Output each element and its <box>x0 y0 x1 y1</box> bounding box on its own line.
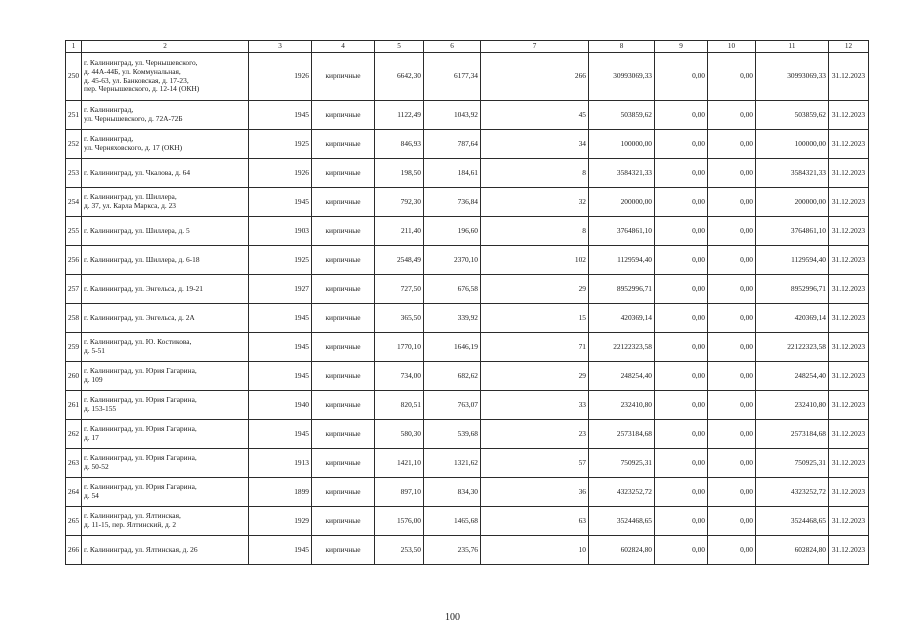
column-9-cell: 0,00 <box>655 449 708 478</box>
residents-cell: 8 <box>481 159 589 188</box>
cost-cell: 30993069,33 <box>589 53 655 101</box>
living-area-cell: 2370,10 <box>424 246 481 275</box>
column-10-cell: 0,00 <box>708 362 756 391</box>
column-9-cell: 0,00 <box>655 507 708 536</box>
column-11-cell: 3524468,65 <box>756 507 829 536</box>
table-row <box>66 188 869 217</box>
living-area-cell: 184,61 <box>424 159 481 188</box>
row-number: 250 <box>66 53 82 101</box>
address-cell: г. Калининград, ул. Шиллера, д. 6-18 <box>82 246 249 275</box>
table-body <box>66 53 869 565</box>
living-area-cell: 736,84 <box>424 188 481 217</box>
column-10-cell: 0,00 <box>708 159 756 188</box>
table-header <box>66 41 869 53</box>
wall-material-cell: кирпичные <box>312 246 375 275</box>
wall-material-cell: кирпичные <box>312 478 375 507</box>
total-area-cell: 1122,49 <box>375 101 424 130</box>
column-10-cell: 0,00 <box>708 478 756 507</box>
column-10-cell: 0,00 <box>708 391 756 420</box>
living-area-cell: 787,64 <box>424 130 481 159</box>
total-area-cell: 211,40 <box>375 217 424 246</box>
residents-cell: 32 <box>481 188 589 217</box>
column-10-cell: 0,00 <box>708 53 756 101</box>
total-area-cell: 580,30 <box>375 420 424 449</box>
column-9-cell: 0,00 <box>655 362 708 391</box>
address-cell: г. Калининград, ул. Шиллера, д. 37, ул. Карла Маркса, д. 23 <box>82 188 249 217</box>
residents-cell: 36 <box>481 478 589 507</box>
table-row <box>66 53 869 101</box>
table-row <box>66 420 869 449</box>
address-cell: г. Калининград, ул. Юрия Гагарина, д. 109 <box>82 362 249 391</box>
total-area-cell: 198,50 <box>375 159 424 188</box>
row-number: 264 <box>66 478 82 507</box>
column-header-2: 2 <box>82 41 249 53</box>
cost-cell: 503859,62 <box>589 101 655 130</box>
table-row <box>66 130 869 159</box>
row-number: 261 <box>66 391 82 420</box>
total-area-cell: 365,50 <box>375 304 424 333</box>
residents-cell: 102 <box>481 246 589 275</box>
column-header-8: 8 <box>589 41 655 53</box>
total-area-cell: 846,93 <box>375 130 424 159</box>
year-built-cell: 1913 <box>249 449 312 478</box>
total-area-cell: 792,30 <box>375 188 424 217</box>
column-10-cell: 0,00 <box>708 101 756 130</box>
date-cell: 31.12.2023 <box>829 188 869 217</box>
column-11-cell: 248254,40 <box>756 362 829 391</box>
column-9-cell: 0,00 <box>655 188 708 217</box>
column-10-cell: 0,00 <box>708 333 756 362</box>
column-11-cell: 3764861,10 <box>756 217 829 246</box>
year-built-cell: 1945 <box>249 420 312 449</box>
year-built-cell: 1903 <box>249 217 312 246</box>
year-built-cell: 1927 <box>249 275 312 304</box>
residents-cell: 266 <box>481 53 589 101</box>
wall-material-cell: кирпичные <box>312 130 375 159</box>
year-built-cell: 1940 <box>249 391 312 420</box>
column-10-cell: 0,00 <box>708 188 756 217</box>
cost-cell: 750925,31 <box>589 449 655 478</box>
column-10-cell: 0,00 <box>708 420 756 449</box>
address-cell: г. Калининград, ул. Чернышевского, д. 44А-44Б, ул. Коммунальная, д. 45-63, ул. Банковская, д. 17-23, пер. Чернышевского, д. 12-14 (ОКН) <box>82 53 249 101</box>
total-area-cell: 253,50 <box>375 536 424 565</box>
cost-cell: 200000,00 <box>589 188 655 217</box>
column-header-11: 11 <box>756 41 829 53</box>
year-built-cell: 1945 <box>249 536 312 565</box>
column-header-9: 9 <box>655 41 708 53</box>
column-header-5: 5 <box>375 41 424 53</box>
address-cell: г. Калининград, ул. Черняховского, д. 17 (ОКН) <box>82 130 249 159</box>
column-11-cell: 1129594,40 <box>756 246 829 275</box>
column-10-cell: 0,00 <box>708 275 756 304</box>
residents-cell: 15 <box>481 304 589 333</box>
residents-cell: 8 <box>481 217 589 246</box>
row-number: 251 <box>66 101 82 130</box>
residents-cell: 71 <box>481 333 589 362</box>
residents-cell: 45 <box>481 101 589 130</box>
total-area-cell: 6642,30 <box>375 53 424 101</box>
cost-cell: 2573184,68 <box>589 420 655 449</box>
column-10-cell: 0,00 <box>708 130 756 159</box>
table-row <box>66 101 869 130</box>
address-cell: г. Калининград, ул. Юрия Гагарина, д. 17 <box>82 420 249 449</box>
wall-material-cell: кирпичные <box>312 536 375 565</box>
total-area-cell: 2548,49 <box>375 246 424 275</box>
living-area-cell: 834,30 <box>424 478 481 507</box>
living-area-cell: 6177,34 <box>424 53 481 101</box>
table-row <box>66 333 869 362</box>
address-cell: г. Калининград, ул. Шиллера, д. 5 <box>82 217 249 246</box>
living-area-cell: 1043,92 <box>424 101 481 130</box>
column-11-cell: 30993069,33 <box>756 53 829 101</box>
column-9-cell: 0,00 <box>655 391 708 420</box>
column-9-cell: 0,00 <box>655 333 708 362</box>
column-11-cell: 8952996,71 <box>756 275 829 304</box>
wall-material-cell: кирпичные <box>312 362 375 391</box>
date-cell: 31.12.2023 <box>829 275 869 304</box>
living-area-cell: 1321,62 <box>424 449 481 478</box>
housing-register-table <box>65 40 869 565</box>
table-row <box>66 362 869 391</box>
cost-cell: 1129594,40 <box>589 246 655 275</box>
cost-cell: 602824,80 <box>589 536 655 565</box>
address-cell: г. Калининград, ул. Ю. Костикова, д. 5-51 <box>82 333 249 362</box>
row-number: 255 <box>66 217 82 246</box>
year-built-cell: 1945 <box>249 101 312 130</box>
total-area-cell: 820,51 <box>375 391 424 420</box>
column-11-cell: 4323252,72 <box>756 478 829 507</box>
column-10-cell: 0,00 <box>708 536 756 565</box>
table-row <box>66 217 869 246</box>
column-header-12: 12 <box>829 41 869 53</box>
column-10-cell: 0,00 <box>708 507 756 536</box>
column-11-cell: 100000,00 <box>756 130 829 159</box>
date-cell: 31.12.2023 <box>829 159 869 188</box>
table-row <box>66 391 869 420</box>
year-built-cell: 1945 <box>249 362 312 391</box>
table-row <box>66 304 869 333</box>
date-cell: 31.12.2023 <box>829 333 869 362</box>
living-area-cell: 1465,68 <box>424 507 481 536</box>
living-area-cell: 682,62 <box>424 362 481 391</box>
row-number: 266 <box>66 536 82 565</box>
wall-material-cell: кирпичные <box>312 159 375 188</box>
row-number: 252 <box>66 130 82 159</box>
column-11-cell: 602824,80 <box>756 536 829 565</box>
row-number: 254 <box>66 188 82 217</box>
year-built-cell: 1899 <box>249 478 312 507</box>
total-area-cell: 734,00 <box>375 362 424 391</box>
date-cell: 31.12.2023 <box>829 246 869 275</box>
header-row <box>66 41 869 53</box>
cost-cell: 8952996,71 <box>589 275 655 304</box>
date-cell: 31.12.2023 <box>829 101 869 130</box>
address-cell: г. Калининград, ул. Юрия Гагарина, д. 54 <box>82 478 249 507</box>
column-header-6: 6 <box>424 41 481 53</box>
residents-cell: 29 <box>481 362 589 391</box>
date-cell: 31.12.2023 <box>829 130 869 159</box>
wall-material-cell: кирпичные <box>312 217 375 246</box>
row-number: 265 <box>66 507 82 536</box>
column-9-cell: 0,00 <box>655 304 708 333</box>
date-cell: 31.12.2023 <box>829 449 869 478</box>
wall-material-cell: кирпичные <box>312 449 375 478</box>
year-built-cell: 1926 <box>249 53 312 101</box>
address-cell: г. Калининград, ул. Юрия Гагарина, д. 153-155 <box>82 391 249 420</box>
column-9-cell: 0,00 <box>655 420 708 449</box>
date-cell: 31.12.2023 <box>829 478 869 507</box>
date-cell: 31.12.2023 <box>829 304 869 333</box>
residents-cell: 57 <box>481 449 589 478</box>
cost-cell: 3584321,33 <box>589 159 655 188</box>
table-row <box>66 275 869 304</box>
living-area-cell: 539,68 <box>424 420 481 449</box>
residents-cell: 10 <box>481 536 589 565</box>
wall-material-cell: кирпичные <box>312 275 375 304</box>
cost-cell: 248254,40 <box>589 362 655 391</box>
table-row <box>66 449 869 478</box>
column-header-3: 3 <box>249 41 312 53</box>
wall-material-cell: кирпичные <box>312 101 375 130</box>
date-cell: 31.12.2023 <box>829 536 869 565</box>
total-area-cell: 727,50 <box>375 275 424 304</box>
column-header-10: 10 <box>708 41 756 53</box>
column-11-cell: 503859,62 <box>756 101 829 130</box>
column-header-7: 7 <box>481 41 589 53</box>
wall-material-cell: кирпичные <box>312 188 375 217</box>
table-row <box>66 159 869 188</box>
column-10-cell: 0,00 <box>708 246 756 275</box>
row-number: 262 <box>66 420 82 449</box>
address-cell: г. Калининград, ул. Чкалова, д. 64 <box>82 159 249 188</box>
total-area-cell: 1576,00 <box>375 507 424 536</box>
living-area-cell: 196,60 <box>424 217 481 246</box>
table-row <box>66 536 869 565</box>
column-11-cell: 200000,00 <box>756 188 829 217</box>
column-9-cell: 0,00 <box>655 536 708 565</box>
address-cell: г. Калининград, ул. Чернышевского, д. 72А-72Б <box>82 101 249 130</box>
wall-material-cell: кирпичные <box>312 420 375 449</box>
row-number: 263 <box>66 449 82 478</box>
row-number: 253 <box>66 159 82 188</box>
date-cell: 31.12.2023 <box>829 420 869 449</box>
total-area-cell: 897,10 <box>375 478 424 507</box>
wall-material-cell: кирпичные <box>312 333 375 362</box>
row-number: 259 <box>66 333 82 362</box>
address-cell: г. Калининград, ул. Энгельса, д. 19-21 <box>82 275 249 304</box>
year-built-cell: 1929 <box>249 507 312 536</box>
date-cell: 31.12.2023 <box>829 391 869 420</box>
residents-cell: 29 <box>481 275 589 304</box>
column-header-1: 1 <box>66 41 82 53</box>
year-built-cell: 1945 <box>249 333 312 362</box>
total-area-cell: 1770,10 <box>375 333 424 362</box>
cost-cell: 3764861,10 <box>589 217 655 246</box>
year-built-cell: 1945 <box>249 188 312 217</box>
date-cell: 31.12.2023 <box>829 53 869 101</box>
wall-material-cell: кирпичные <box>312 304 375 333</box>
wall-material-cell: кирпичные <box>312 391 375 420</box>
column-9-cell: 0,00 <box>655 101 708 130</box>
column-10-cell: 0,00 <box>708 304 756 333</box>
column-10-cell: 0,00 <box>708 217 756 246</box>
cost-cell: 420369,14 <box>589 304 655 333</box>
column-9-cell: 0,00 <box>655 478 708 507</box>
address-cell: г. Калининград, ул. Энгельса, д. 2А <box>82 304 249 333</box>
table-row <box>66 478 869 507</box>
residents-cell: 63 <box>481 507 589 536</box>
column-11-cell: 232410,80 <box>756 391 829 420</box>
year-built-cell: 1925 <box>249 130 312 159</box>
table-row <box>66 507 869 536</box>
table-row <box>66 246 869 275</box>
row-number: 260 <box>66 362 82 391</box>
row-number: 258 <box>66 304 82 333</box>
cost-cell: 232410,80 <box>589 391 655 420</box>
living-area-cell: 339,92 <box>424 304 481 333</box>
column-9-cell: 0,00 <box>655 275 708 304</box>
living-area-cell: 676,58 <box>424 275 481 304</box>
date-cell: 31.12.2023 <box>829 217 869 246</box>
column-10-cell: 0,00 <box>708 449 756 478</box>
address-cell: г. Калининград, ул. Ялтинская, д. 26 <box>82 536 249 565</box>
address-cell: г. Калининград, ул. Ялтинская, д. 11-15, пер. Ялтинский, д. 2 <box>82 507 249 536</box>
year-built-cell: 1925 <box>249 246 312 275</box>
year-built-cell: 1945 <box>249 304 312 333</box>
residents-cell: 34 <box>481 130 589 159</box>
column-9-cell: 0,00 <box>655 130 708 159</box>
column-9-cell: 0,00 <box>655 246 708 275</box>
address-cell: г. Калининград, ул. Юрия Гагарина, д. 50-52 <box>82 449 249 478</box>
living-area-cell: 763,07 <box>424 391 481 420</box>
column-11-cell: 3584321,33 <box>756 159 829 188</box>
column-11-cell: 750925,31 <box>756 449 829 478</box>
date-cell: 31.12.2023 <box>829 362 869 391</box>
date-cell: 31.12.2023 <box>829 507 869 536</box>
row-number: 256 <box>66 246 82 275</box>
wall-material-cell: кирпичные <box>312 53 375 101</box>
column-11-cell: 420369,14 <box>756 304 829 333</box>
living-area-cell: 1646,19 <box>424 333 481 362</box>
residents-cell: 33 <box>481 391 589 420</box>
residents-cell: 23 <box>481 420 589 449</box>
wall-material-cell: кирпичные <box>312 507 375 536</box>
living-area-cell: 235,76 <box>424 536 481 565</box>
page-number: 100 <box>445 612 460 623</box>
column-header-4: 4 <box>312 41 375 53</box>
cost-cell: 22122323,58 <box>589 333 655 362</box>
row-number: 257 <box>66 275 82 304</box>
column-11-cell: 22122323,58 <box>756 333 829 362</box>
cost-cell: 3524468,65 <box>589 507 655 536</box>
cost-cell: 100000,00 <box>589 130 655 159</box>
column-9-cell: 0,00 <box>655 217 708 246</box>
column-11-cell: 2573184,68 <box>756 420 829 449</box>
year-built-cell: 1926 <box>249 159 312 188</box>
column-9-cell: 0,00 <box>655 53 708 101</box>
column-9-cell: 0,00 <box>655 159 708 188</box>
total-area-cell: 1421,10 <box>375 449 424 478</box>
cost-cell: 4323252,72 <box>589 478 655 507</box>
